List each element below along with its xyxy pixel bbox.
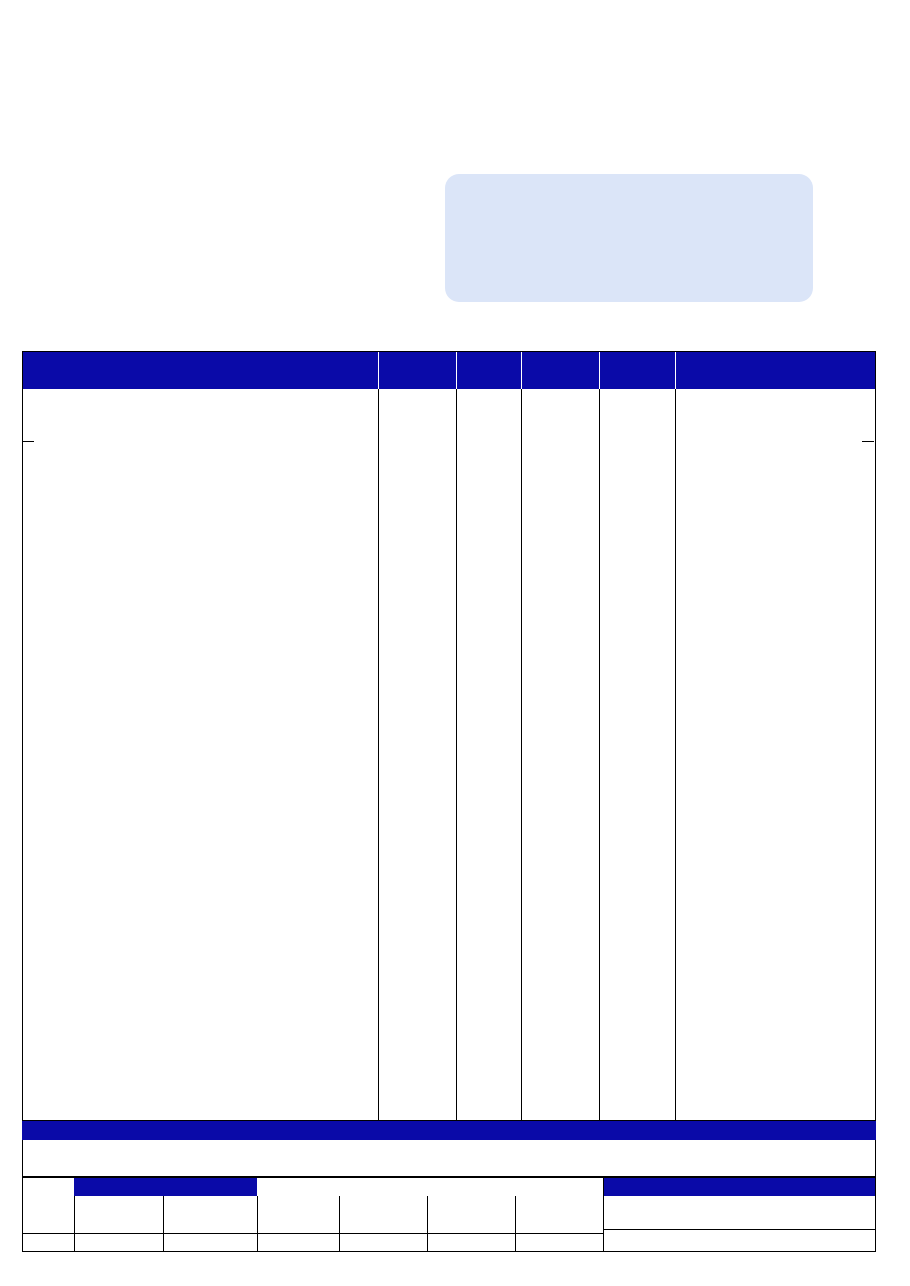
acquis-n1: [74, 1196, 159, 1214]
summary-body: [22, 1140, 876, 1177]
paiement-divider: [603, 1229, 876, 1230]
conges-divider: [515, 1196, 516, 1252]
conges-divider: [257, 1196, 258, 1252]
col-divider: [599, 352, 600, 1120]
net-paye-total: [603, 1204, 876, 1222]
address-box: [445, 174, 813, 302]
col-divider: [675, 352, 676, 1120]
header-elements: [23, 352, 379, 389]
summary-header-bar: [22, 1121, 876, 1140]
header-divider: [599, 352, 600, 389]
col-divider: [521, 352, 522, 1120]
header-divider: [378, 352, 379, 389]
header-taux: [457, 352, 522, 389]
pay-elements-table: [22, 351, 876, 1121]
conges-divider: [427, 1196, 428, 1252]
header-deduire: [522, 352, 600, 389]
header-divider: [521, 352, 522, 389]
pris-n1: [74, 1214, 159, 1232]
col-divider: [456, 352, 457, 1120]
acquis-n: [163, 1196, 253, 1214]
col-divider: [378, 352, 379, 1120]
header-base: [379, 352, 457, 389]
solde-n: [163, 1233, 253, 1251]
payment-info: [603, 1231, 870, 1249]
company-ids: [30, 103, 42, 118]
conges-divider: [339, 1196, 340, 1252]
header-divider: [456, 352, 457, 389]
header-divider: [675, 352, 676, 389]
header-charges: [676, 352, 875, 389]
solde-divider: [22, 1233, 603, 1234]
pris-n: [163, 1214, 253, 1232]
header-payer: [600, 352, 676, 389]
